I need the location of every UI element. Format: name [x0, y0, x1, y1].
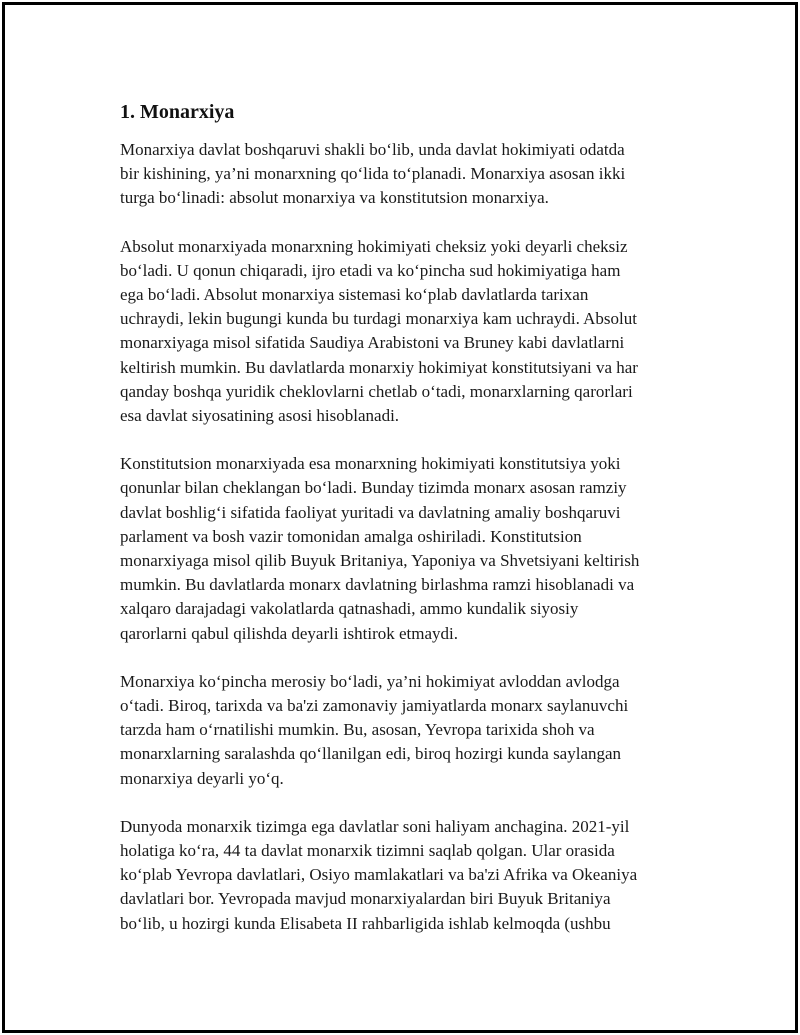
text-line: o‘tadi. Biroq, tarixda va ba'zi zamonaviy jamiyatlarda monarx saylanuvchi [120, 696, 629, 716]
document-content [120, 100, 690, 960]
text-line: mumkin. Bu davlatlarda monarx davlatning birlashma ramzi hisoblanadi va [120, 575, 635, 595]
text-line: Monarxiya ko‘pincha merosiy bo‘ladi, ya’ni hokimiyat avloddan avlodga [120, 671, 620, 691]
paragraph-intro [120, 138, 690, 211]
text-line: esa davlat siyosatining asosi hisoblanadi. [120, 406, 400, 426]
text-line: Dunyoda monarxik tizimga ega davlatlar soni haliyam anchagina. 2021-yil [120, 816, 630, 836]
text-line: ega bo‘ladi. Absolut monarxiya sistemasi ko‘plab davlatlarda tarixan [120, 285, 589, 305]
paragraph-absolute-monarchy [120, 235, 690, 429]
text-line: Absolut monarxiyada monarxning hokimiyati cheksiz yoki deyarli cheksiz [120, 236, 628, 256]
text-line: keltirish mumkin. Bu davlatlarda monarxiy hokimiyat konstitutsiyani va har [120, 357, 638, 377]
text-line: davlatlari bor. Yevropada mavjud monarxiyalardan biri Buyuk Britaniya [120, 889, 611, 909]
text-line: qonunlar bilan cheklangan bo‘ladi. Bunday tizimda monarx asosan ramziy [120, 478, 627, 498]
text-line: uchraydi, lekin bugungi kunda bu turdagi monarxiya kam uchraydi. Absolut [120, 309, 637, 329]
text-line: Konstitutsion monarxiyada esa monarxning hokimiyati konstitutsiya yoki [120, 454, 621, 474]
text-line: xalqaro darajadagi vakolatlarda qatnashadi, ammo kundalik siyosiy [120, 599, 579, 619]
text-line: monarxiya deyarli yo‘q. [120, 768, 284, 788]
text-line: bir kishining, ya’ni monarxning qo‘lida to‘planadi. Monarxiya asosan ikki [120, 164, 626, 184]
text-line: parlament va bosh vazir tomonidan amalga oshiriladi. Konstitutsion [120, 526, 582, 546]
text-line: monarxlarning saralashda qo‘llanilgan edi, biroq hozirgi kunda saylangan [120, 744, 622, 764]
text-line: ko‘plab Yevropa davlatlari, Osiyo mamlakatlari va ba'zi Afrika va Okeaniya [120, 865, 638, 885]
text-line: tarzda ham o‘rnatilishi mumkin. Bu, asosan, Yevropa tarixida shoh va [120, 720, 595, 740]
paragraph-hereditary [120, 670, 690, 791]
text-line: holatiga ko‘ra, 44 ta davlat monarxik tizimni saqlab qolgan. Ular orasida [120, 841, 615, 861]
text-line: qanday boshqa yuridik cheklovlarni chetlab o‘tadi, monarxlarning qarorlari [120, 381, 633, 401]
text-line: Monarxiya davlat boshqaruvi shakli bo‘lib, unda davlat hokimiyati odatda [120, 140, 625, 159]
document-page [2, 2, 798, 1033]
text-line: monarxiyaga misol sifatida Saudiya Arabistoni va Bruney kabi davlatlarni [120, 333, 625, 353]
paragraph-constitutional-monarchy [120, 452, 690, 646]
text-line: monarxiyaga misol qilib Buyuk Britaniya, Yaponiya va Shvetsiyani keltirish [120, 551, 640, 571]
text-line: turga bo‘linadi: absolut monarxiya va konstitutsion monarxiya. [120, 188, 549, 208]
text-line: bo‘ladi. U qonun chiqaradi, ijro etadi va ko‘pincha sud hokimiyatiga ham [120, 260, 621, 280]
section-heading: 1. Monarxiya [120, 101, 235, 123]
text-line: qarorlarni qabul qilishda deyarli ishtirok etmaydi. [120, 623, 459, 643]
text-line: davlat boshlig‘i sifatida faoliyat yuritadi va davlatning amaliy boshqaruvi [120, 502, 621, 522]
text-line: bo‘lib, u hozirgi kunda Elisabeta II rahbarligida ishlab kelmoqda (ushbu [120, 913, 611, 933]
paragraph-world-monarchies [120, 815, 690, 936]
